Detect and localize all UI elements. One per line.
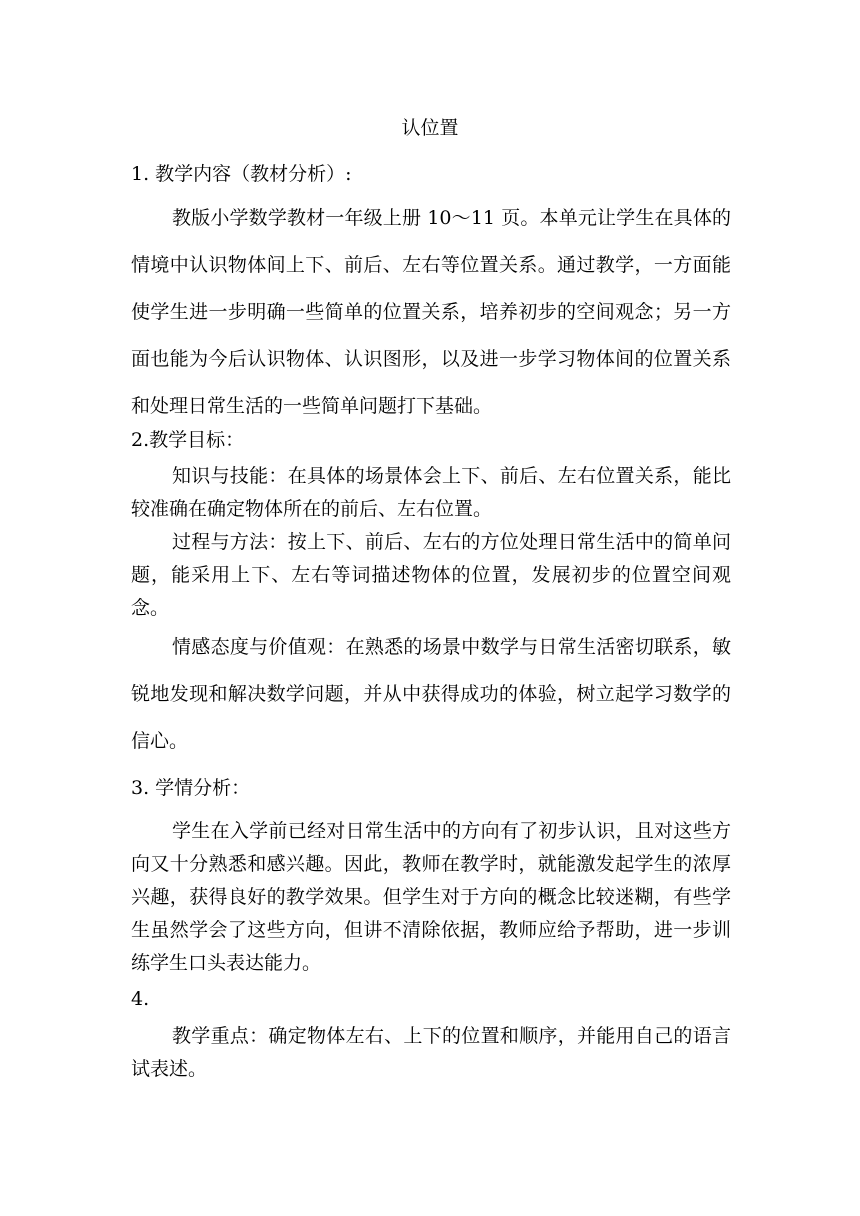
paragraph-objective-process: 过程与方法：按上下、前后、左右的方位处理日常生活中的简单问题，能采用上下、左右等词描述物体的位置，发展初步的位置空间观念。 (131, 531, 731, 619)
paragraph-student-analysis: 学生在入学前已经对日常生活中的方向有了初步认识，且对这些方向又十分熟悉和感兴趣。因此，教师在教学时，就能激发起学生的浓厚兴趣，获得良好的教学效果。但学生对于方向的概念比较迷糊，有些学生虽然学会了这些方向，但讲不清除依据，教师应给予帮助，进一步训练学生口头表达能力。 (131, 820, 731, 974)
paragraph-objective-attitude: 情感态度与价值观：在熟悉的场景中数学与日常生活密切联系，敏锐地发现和解决数学问题，并从中获得成功的体验，树立起学习数学的信心。 (131, 636, 731, 752)
paragraph-objective-knowledge: 知识与技能：在具体的场景体会上下、前后、左右位置关系，能比较准确在确定物体所在的前后、左右位置。 (131, 465, 731, 520)
paragraph-content-analysis: 教版小学数学教材一年级上册 10～11 页。本单元让学生在具体的情境中认识物体间上下、前后、左右等位置关系。通过教学，一方面能使学生进一步明确一些简单的位置关系，培养初步的空间观念；另一方面也能为今后认识物体、认识图形，以及进一步学习物体间的位置关系和处理日常生活的一些简单问题打下基础。 (131, 207, 731, 417)
section-heading-student-analysis: 3. 学情分析： (131, 777, 251, 799)
section-heading-objectives: 2.教学目标： (131, 429, 245, 451)
paragraph-teaching-focus: 教学重点：确定物体左右、上下的位置和顺序，并能用自己的语言试表述。 (131, 1025, 731, 1080)
section-heading-content: 1. 教学内容（教材分析）: (131, 163, 352, 185)
section-heading-4: 4. (131, 988, 150, 1010)
document-title: 认位置 (401, 117, 459, 139)
